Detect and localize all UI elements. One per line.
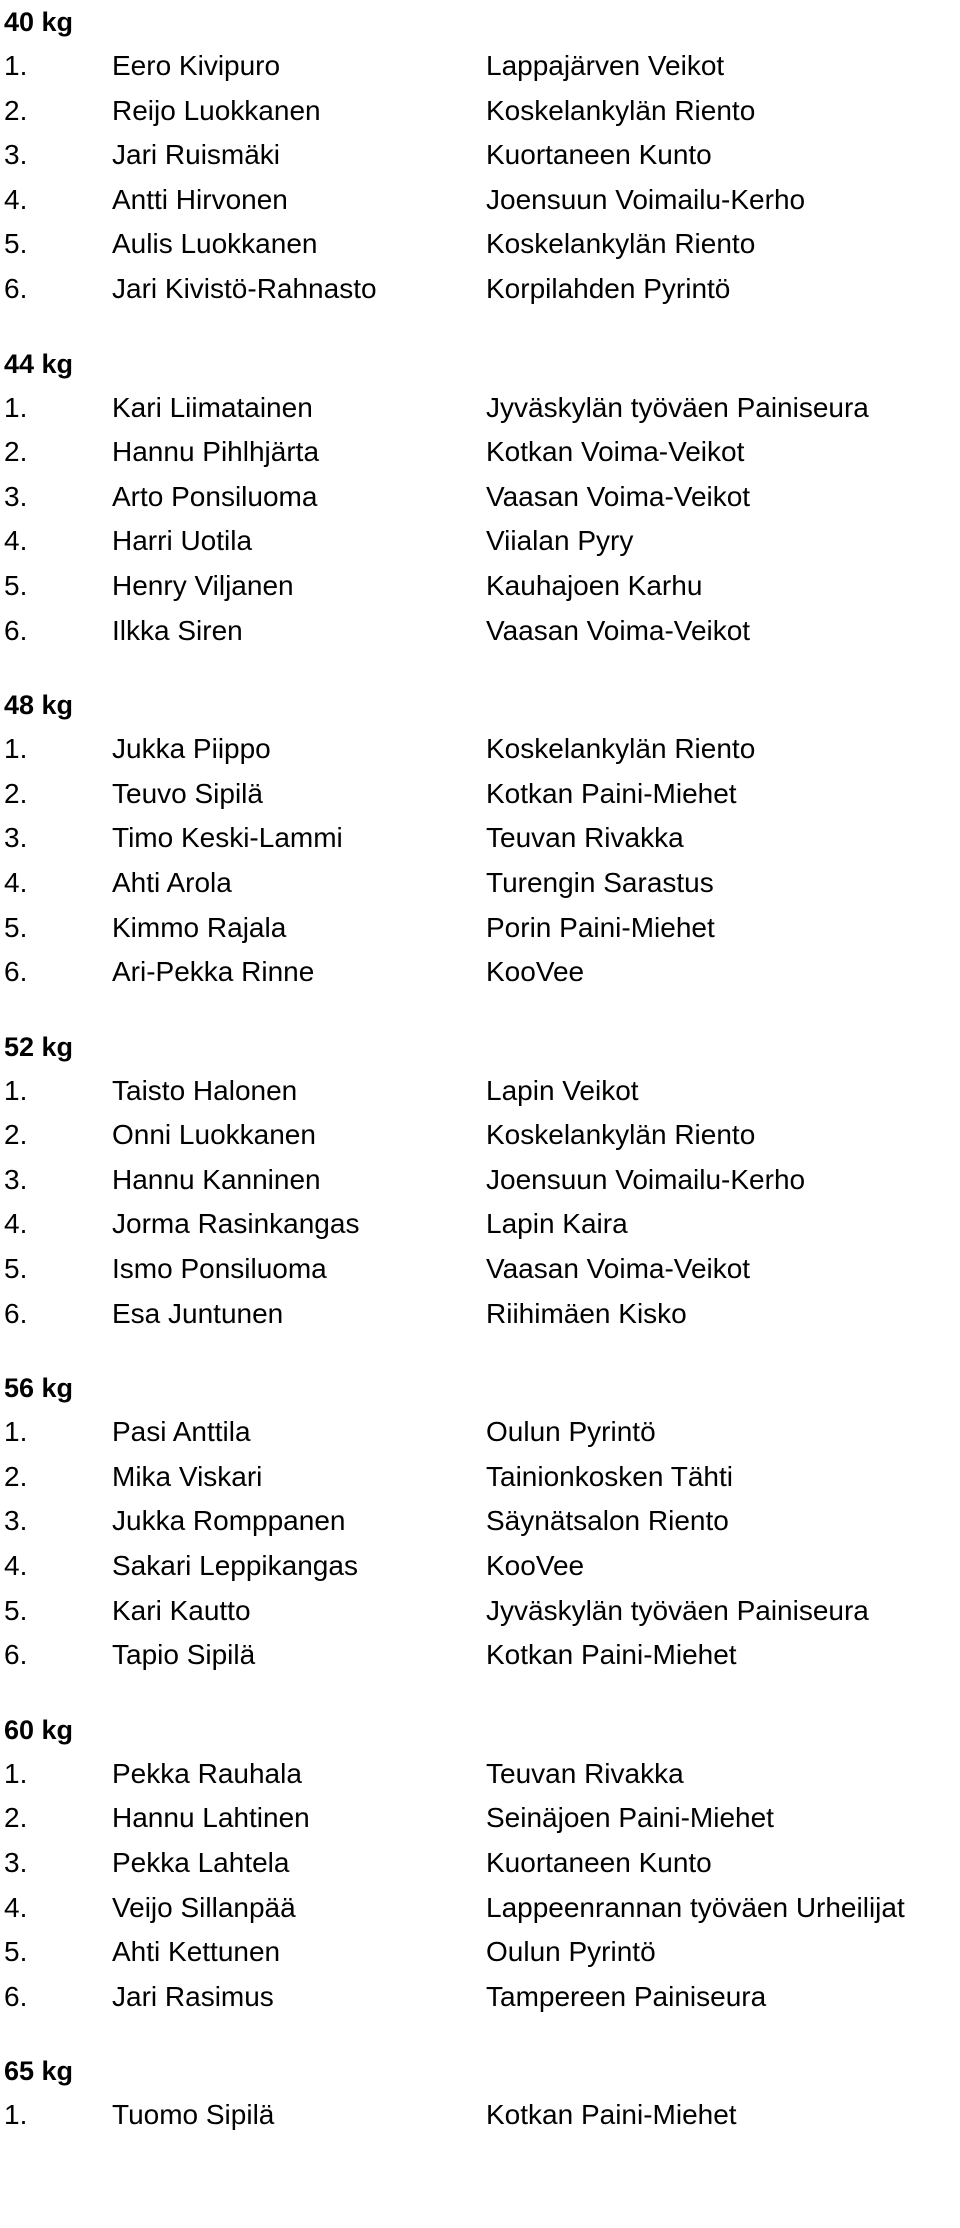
athlete-name: Harri Uotila <box>112 525 253 557</box>
club-name: Kauhajoen Karhu <box>486 569 703 601</box>
athlete-name: Pekka Rauhala <box>112 1757 302 1789</box>
result-row <box>0 2093 960 2138</box>
club-name: Lapin Kaira <box>486 1208 628 1240</box>
placement-number: 3. <box>4 822 28 854</box>
placement-number: 2. <box>4 1802 28 1834</box>
athlete-name: Jari Kivistö-Rahnasto <box>112 272 377 304</box>
placement-number: 4. <box>4 183 28 215</box>
athlete-name: Taisto Halonen <box>112 1074 298 1106</box>
placement-number: 6. <box>4 1980 28 2012</box>
weight-class-heading: 65 kg <box>4 2056 74 2087</box>
placement-number: 5. <box>4 228 28 260</box>
athlete-name: Hannu Lahtinen <box>112 1802 310 1834</box>
placement-number: 2. <box>4 1119 28 1151</box>
club-name: Lappeenrannan työväen Urheilijat <box>486 1891 905 1923</box>
result-row <box>0 1455 960 1500</box>
athlete-name: Pasi Anttila <box>112 1416 251 1448</box>
placement-number: 1. <box>4 1074 28 1106</box>
club-name: Viialan Pyry <box>486 525 634 557</box>
section-spacer <box>0 1678 960 1708</box>
placement-number: 4. <box>4 1208 28 1240</box>
athlete-name: Onni Luokkanen <box>112 1119 316 1151</box>
placement-number: 5. <box>4 1594 28 1626</box>
athlete-name: Mika Viskari <box>112 1460 263 1492</box>
placement-number: 4. <box>4 1550 28 1582</box>
athlete-name: Teuvo Sipilä <box>112 777 263 809</box>
athlete-name: Ilkka Siren <box>112 614 243 646</box>
club-name: Kotkan Paini-Miehet <box>486 1639 737 1671</box>
club-name: Joensuun Voimailu-Kerho <box>486 1163 806 1195</box>
result-row <box>0 89 960 134</box>
athlete-name: Esa Juntunen <box>112 1297 284 1329</box>
weight-class-section <box>0 0 960 312</box>
athlete-name: Kari Liimatainen <box>112 391 313 423</box>
club-name: Vaasan Voima-Veikot <box>486 480 751 512</box>
weight-class-heading: 40 kg <box>4 7 74 37</box>
weight-class-section <box>0 683 960 995</box>
placement-number: 5. <box>4 1936 28 1968</box>
result-row <box>0 133 960 178</box>
result-row <box>0 44 960 89</box>
athlete-name: Henry Viljanen <box>112 569 294 601</box>
result-row <box>0 772 960 817</box>
placement-number: 6. <box>4 614 28 646</box>
section-spacer <box>0 995 960 1025</box>
section-spacer <box>0 312 960 342</box>
result-row <box>0 430 960 475</box>
athlete-name: Jari Rasimus <box>112 1980 274 2012</box>
club-name: KooVee <box>486 1550 585 1582</box>
athlete-name: Veijo Sillanpää <box>112 1891 296 1923</box>
weight-class-heading: 60 kg <box>4 1714 74 1745</box>
placement-number: 1. <box>4 50 28 81</box>
result-row <box>0 1633 960 1678</box>
result-row <box>0 1292 960 1337</box>
athlete-name: Hannu Kanninen <box>112 1163 321 1195</box>
club-name: Kotkan Paini-Miehet <box>486 777 737 809</box>
result-row <box>0 222 960 267</box>
placement-number: 6. <box>4 1297 28 1329</box>
weight-class-section <box>0 1025 960 1337</box>
athlete-name: Ahti Arola <box>112 866 232 898</box>
result-row <box>0 519 960 564</box>
athlete-name: Ahti Kettunen <box>112 1936 281 1968</box>
club-name: Jyväskylän työväen Painiseura <box>486 1594 869 1626</box>
athlete-name: Ismo Ponsiluoma <box>112 1253 327 1285</box>
result-row <box>0 1841 960 1886</box>
club-name: Vaasan Voima-Veikot <box>486 614 751 646</box>
club-name: Jyväskylän työväen Painiseura <box>486 391 869 423</box>
placement-number: 3. <box>4 480 28 512</box>
athlete-name: Kimmo Rajala <box>112 911 287 943</box>
club-name: Riihimäen Kisko <box>486 1297 687 1329</box>
result-row <box>0 950 960 995</box>
club-name: Oulun Pyrintö <box>486 1936 656 1968</box>
result-row <box>0 267 960 312</box>
athlete-name: Tuomo Sipilä <box>112 2099 275 2131</box>
result-row <box>0 1589 960 1634</box>
athlete-name: Timo Keski-Lammi <box>112 822 343 854</box>
club-name: Seinäjoen Paini-Miehet <box>486 1802 774 1834</box>
club-name: Teuvan Rivakka <box>486 1757 684 1789</box>
placement-number: 4. <box>4 1891 28 1923</box>
placement-number: 1. <box>4 1416 28 1448</box>
weight-class-section <box>0 1708 960 2020</box>
result-row <box>0 178 960 223</box>
club-name: Koskelankylän Riento <box>486 228 756 260</box>
result-row <box>0 609 960 654</box>
result-row <box>0 475 960 520</box>
result-row <box>0 906 960 951</box>
club-name: Lappajärven Veikot <box>486 50 725 81</box>
club-name: Säynätsalon Riento <box>486 1505 729 1537</box>
weight-class-section <box>0 342 960 654</box>
athlete-name: Pekka Lahtela <box>112 1847 290 1878</box>
athlete-name: Hannu Pihlhjärta <box>112 436 320 468</box>
placement-number: 4. <box>4 525 28 557</box>
weight-class-heading: 44 kg <box>4 348 74 379</box>
athlete-name: Jukka Piippo <box>112 733 271 765</box>
club-name: Kuortaneen Kunto <box>486 139 712 171</box>
placement-number: 1. <box>4 733 28 765</box>
club-name: Korpilahden Pyrintö <box>486 272 731 304</box>
placement-number: 1. <box>4 1757 28 1789</box>
placement-number: 2. <box>4 436 28 468</box>
athlete-name: Tapio Sipilä <box>112 1639 256 1671</box>
result-row <box>0 861 960 906</box>
club-name: Tampereen Painiseura <box>486 1980 767 2012</box>
section-spacer <box>0 653 960 683</box>
club-name: Koskelankylän Riento <box>486 1119 756 1151</box>
result-row <box>0 1975 960 2020</box>
placement-number: 6. <box>4 956 28 988</box>
athlete-name: Ari-Pekka Rinne <box>112 956 315 988</box>
result-row <box>0 727 960 772</box>
placement-number: 5. <box>4 911 28 943</box>
result-row <box>0 386 960 431</box>
result-row <box>0 1930 960 1975</box>
result-row <box>0 1202 960 1247</box>
club-name: Lapin Veikot <box>486 1074 639 1106</box>
placement-number: 4. <box>4 866 28 898</box>
athlete-name: Jorma Rasinkangas <box>112 1208 360 1240</box>
placement-number: 6. <box>4 1639 28 1671</box>
result-row <box>0 1113 960 1158</box>
result-row <box>0 1796 960 1841</box>
result-row <box>0 1752 960 1797</box>
weight-class-section <box>0 1366 960 1678</box>
athlete-name: Kari Kautto <box>112 1594 251 1626</box>
placement-number: 3. <box>4 1163 28 1195</box>
placement-number: 5. <box>4 1253 28 1285</box>
club-name: KooVee <box>486 956 585 988</box>
section-spacer <box>0 1336 960 1366</box>
result-row <box>0 1886 960 1931</box>
placement-number: 3. <box>4 1847 28 1878</box>
weight-class-heading: 52 kg <box>4 1031 74 1062</box>
placement-number: 6. <box>4 272 28 304</box>
club-name: Joensuun Voimailu-Kerho <box>486 183 806 215</box>
club-name: Porin Paini-Miehet <box>486 911 715 943</box>
athlete-name: Sakari Leppikangas <box>112 1550 358 1582</box>
club-name: Vaasan Voima-Veikot <box>486 1253 751 1285</box>
athlete-name: Eero Kivipuro <box>112 50 281 81</box>
club-name: Oulun Pyrintö <box>486 1416 656 1448</box>
weight-class-heading: 56 kg <box>4 1373 74 1404</box>
result-row <box>0 564 960 609</box>
athlete-name: Aulis Luokkanen <box>112 228 318 260</box>
result-row <box>0 1247 960 1292</box>
weight-class-heading: 48 kg <box>4 690 74 721</box>
athlete-name: Antti Hirvonen <box>112 183 288 215</box>
result-row <box>0 1069 960 1114</box>
weight-class-section <box>0 2049 960 2138</box>
result-row <box>0 816 960 861</box>
section-spacer <box>0 2019 960 2049</box>
athlete-name: Reijo Luokkanen <box>112 94 321 126</box>
placement-number: 1. <box>4 391 28 423</box>
club-name: Kotkan Voima-Veikot <box>486 436 745 468</box>
placement-number: 3. <box>4 139 28 171</box>
placement-number: 2. <box>4 94 28 126</box>
athlete-name: Jari Ruismäki <box>112 139 281 171</box>
result-row <box>0 1158 960 1203</box>
club-name: Teuvan Rivakka <box>486 822 684 854</box>
result-row <box>0 1410 960 1455</box>
athlete-name: Arto Ponsiluoma <box>112 480 318 512</box>
club-name: Turengin Sarastus <box>486 866 714 898</box>
placement-number: 5. <box>4 569 28 601</box>
club-name: Kotkan Paini-Miehet <box>486 2099 737 2131</box>
placement-number: 2. <box>4 1460 28 1492</box>
result-row <box>0 1499 960 1544</box>
club-name: Tainionkosken Tähti <box>486 1460 733 1492</box>
club-name: Kuortaneen Kunto <box>486 1847 712 1878</box>
placement-number: 2. <box>4 777 28 809</box>
result-row <box>0 1544 960 1589</box>
placement-number: 1. <box>4 2099 28 2131</box>
club-name: Koskelankylän Riento <box>486 733 756 765</box>
placement-number: 3. <box>4 1505 28 1537</box>
athlete-name: Jukka Romppanen <box>112 1505 346 1537</box>
club-name: Koskelankylän Riento <box>486 94 756 126</box>
